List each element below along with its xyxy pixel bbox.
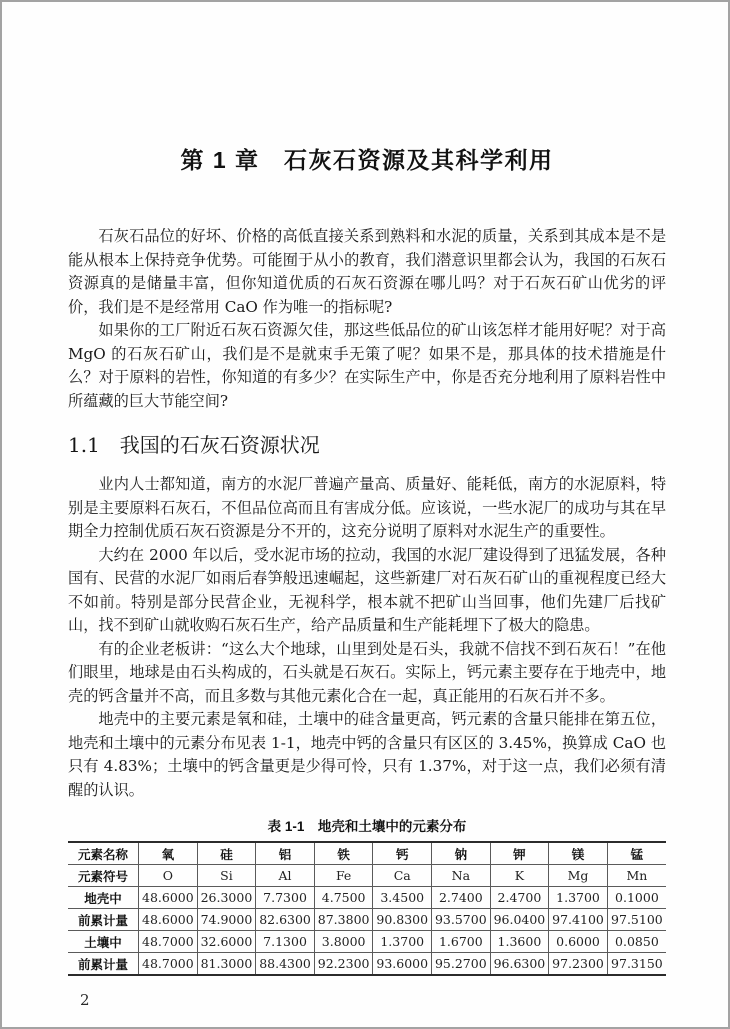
table-cell: 硅 — [197, 842, 256, 865]
page-number: 2 — [80, 991, 90, 1009]
table-cell: Al — [256, 865, 315, 887]
table-cell: 前累计量 — [68, 909, 139, 931]
table-cell: 镁 — [549, 842, 608, 865]
table-cell: 87.3800 — [314, 909, 373, 931]
table-cell: 96.0400 — [490, 909, 549, 931]
table-cell: O — [139, 865, 198, 887]
table-cell: 钙 — [373, 842, 432, 865]
table-row — [68, 909, 666, 931]
table-cell: 铝 — [256, 842, 315, 865]
table-cell: 1.3700 — [549, 887, 608, 909]
table-cell: 96.6300 — [490, 953, 549, 976]
table-cell: 48.6000 — [139, 887, 198, 909]
intro-paragraph-1: 石灰石品位的好坏、价格的高低直接关系到熟料和水泥的质量，关系到其成本是不是能从根本上保持竞争优势。可能囿于从小的教育，我们潜意识里都会认为，我国的石灰石资源真的是储量丰富，但你知道优质的石灰石资源在哪儿吗？对于石灰石矿山优劣的评价，我们是不是经常用 CaO 作为唯一的指标呢? — [68, 227, 666, 316]
table-cell: 4.7500 — [314, 887, 373, 909]
table-cell: 土壤中 — [68, 931, 139, 953]
table-cell: 7.7300 — [256, 887, 315, 909]
table-cell: 97.3150 — [607, 953, 666, 976]
table-caption: 表 1-1 地壳和土壤中的元素分布 — [267, 819, 467, 834]
table-cell: 48.6000 — [139, 909, 198, 931]
table-row — [68, 953, 666, 976]
table-row — [68, 842, 666, 865]
table-cell: Na — [432, 865, 491, 887]
table-cell: 88.4300 — [256, 953, 315, 976]
table-cell: 93.6000 — [373, 953, 432, 976]
elements-table-body — [68, 842, 666, 975]
table-cell: 95.2700 — [432, 953, 491, 976]
table-cell: 93.5700 — [432, 909, 491, 931]
table-cell: 0.1000 — [607, 887, 666, 909]
table-cell: 前累计量 — [68, 953, 139, 976]
table-cell: 2.4700 — [490, 887, 549, 909]
table-cell: 2.7400 — [432, 887, 491, 909]
table-cell: 钾 — [490, 842, 549, 865]
table-cell: 铁 — [314, 842, 373, 865]
table-cell: 74.9000 — [197, 909, 256, 931]
table-cell: 锰 — [607, 842, 666, 865]
table-cell: 钠 — [432, 842, 491, 865]
table-cell: Si — [197, 865, 256, 887]
table-cell: 1.3700 — [373, 931, 432, 953]
table-cell: Ca — [373, 865, 432, 887]
table-cell: Mn — [607, 865, 666, 887]
intro-paragraph-2: 如果你的工厂附近石灰石资源欠佳，那这些低品位的矿山该怎样才能用好呢？对于高 MgO 的石灰石矿山，我们是不是就束手无策了呢？如果不是，那具体的技术措施是什么？对于原料的岩性，你知道的有多少？在实际生产中，你是否充分地利用了原料岩性中所蕴藏的巨大节能空间? — [68, 321, 666, 410]
elements-table — [68, 841, 666, 976]
table-cell: 97.5100 — [607, 909, 666, 931]
table-cell: 0.6000 — [549, 931, 608, 953]
table-cell: 3.8000 — [314, 931, 373, 953]
table-cell: 元素名称 — [78, 847, 129, 862]
table-cell: 81.3000 — [197, 953, 256, 976]
table-row — [68, 887, 666, 909]
table-cell: 97.2300 — [549, 953, 608, 976]
table-cell: 82.6300 — [256, 909, 315, 931]
table-cell: 地壳中 — [68, 887, 139, 909]
section-paragraph-4: 地壳中的主要元素是氧和硅，土壤中的硅含量更高，钙元素的含量只能排在第五位，地壳和土壤中的元素分布见表 1-1，地壳中钙的含量只有区区的 3.45%，换算成 CaO 也只有 4.83%；土壤中的钙含量更是少得可怜，只有 1.37%，对于这一点，我们必须有清醒的认识。 — [68, 710, 666, 799]
table-cell: 1.6700 — [432, 931, 491, 953]
table-cell: 48.7000 — [139, 931, 198, 953]
table-row — [68, 865, 666, 887]
section-paragraph-2: 大约在 2000 年以后，受水泥市场的拉动，我国的水泥厂建设得到了迅猛发展，各种国有、民营的水泥厂如雨后春笋般迅速崛起，这些新建厂对石灰石矿山的重视程度已经大不如前。特别是部分民营企业，无视科学，根本就不把矿山当回事，他们先建厂后找矿山，找不到矿山就收购石灰石生产，给产品质量和生产能耗埋下了极大的隐患。 — [68, 545, 666, 634]
table-cell: Mg — [549, 865, 608, 887]
table-cell: 26.3000 — [197, 887, 256, 909]
table-cell: 32.6000 — [197, 931, 256, 953]
section-paragraph-1: 业内人士都知道，南方的水泥厂普遍产量高、质量好、能耗低，南方的水泥原料，特别是主要原料石灰石，不但品位高而且有害成分低。应该说，一些水泥厂的成功与其在早期全力控制优质石灰石资源是分不开的，这充分说明了原料对水泥生产的重要性。 — [68, 475, 666, 540]
table-cell: 97.4100 — [549, 909, 608, 931]
table-cell: 0.0850 — [607, 931, 666, 953]
section-heading: 1.1 我国的石灰石资源状况 — [68, 433, 320, 457]
table-cell: 氧 — [139, 842, 198, 865]
table-cell: 3.4500 — [373, 887, 432, 909]
table-cell: Fe — [314, 865, 373, 887]
table-cell: 元素符号 — [68, 865, 139, 887]
table-row — [68, 931, 666, 953]
table-cell: 90.8300 — [373, 909, 432, 931]
chapter-title: 第 1 章 石灰石资源及其科学利用 — [180, 147, 554, 173]
table-cell: K — [490, 865, 549, 887]
table-cell: 1.3600 — [490, 931, 549, 953]
table-cell: 48.7000 — [139, 953, 198, 976]
table-cell: 7.1300 — [256, 931, 315, 953]
page-content — [2, 2, 728, 1009]
section-paragraph-3: 有的企业老板讲：“这么大个地球，山里到处是石头，我就不信找不到石灰石！”在他们眼里，地球是由石头构成的，石头就是石灰石。实际上，钙元素主要存在于地壳中，地壳的钙含量并不高，而且多数与其他元素化合在一起，真正能用的石灰石并不多。 — [68, 639, 666, 705]
table-cell: 92.2300 — [314, 953, 373, 976]
